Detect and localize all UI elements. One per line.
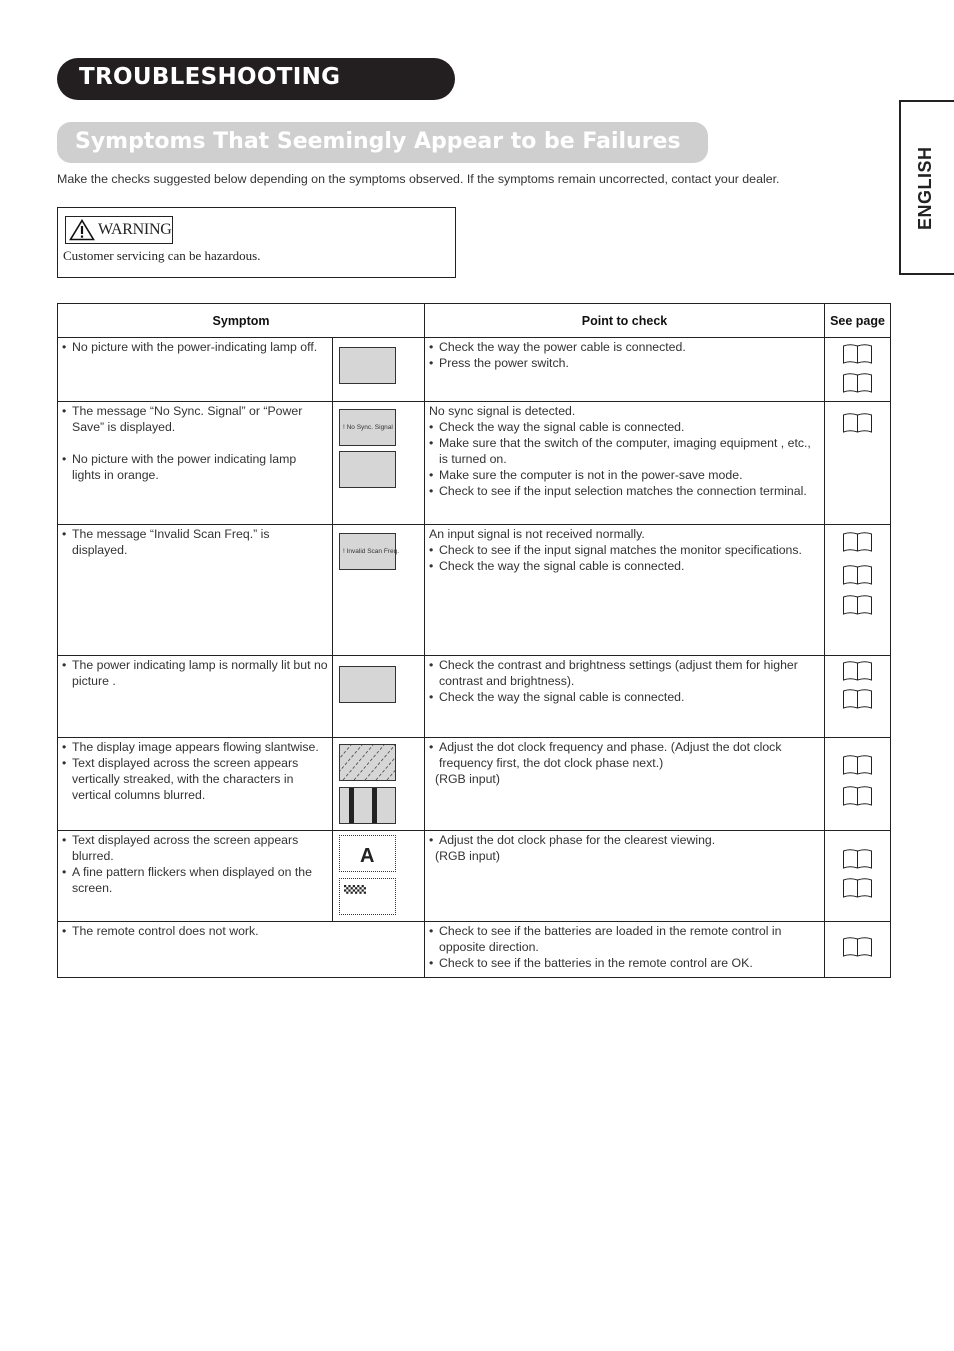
screen-illustration: [339, 878, 396, 915]
symptom-text: [58, 656, 332, 691]
bullet-item: [429, 558, 820, 574]
bullet-dot: •: [429, 833, 434, 847]
screen-illustration: [339, 787, 396, 824]
bullet-dot: •: [429, 658, 434, 672]
page-reference-book-icon[interactable]: [842, 343, 873, 365]
point-text: [425, 525, 824, 576]
point-intro: An input signal is not received normally.: [429, 527, 645, 541]
bullet-dot: •: [429, 468, 434, 482]
warning-text: Customer servicing can be hazardous.: [63, 248, 261, 263]
bullet-dot: •: [62, 527, 67, 541]
bullet-text: Check to see if the batteries in the remote control are OK.: [439, 956, 753, 970]
screen-cell: [333, 656, 425, 738]
symptom-text: [58, 402, 332, 485]
bullet-text: The display image appears flowing slantwise.: [72, 740, 319, 754]
bullet-text: Adjust the dot clock frequency and phase. (Adjust the dot clock frequency first, the dot clock phase next.): [439, 740, 782, 770]
page-reference-book-icon[interactable]: [842, 688, 873, 710]
bullet-item: [62, 755, 328, 803]
bullet-item: [62, 657, 328, 689]
bullet-text: The remote control does not work.: [72, 924, 259, 938]
screen-illustration: [339, 451, 396, 488]
point-text: [425, 922, 824, 973]
language-label: ENGLISH: [915, 146, 935, 230]
point-cell: [425, 525, 825, 656]
page-header: See page: [825, 304, 891, 338]
page-reference-book-icon[interactable]: [842, 594, 873, 616]
bullet-text: Press the power switch.: [439, 356, 569, 370]
bullet-dot: •: [62, 865, 67, 879]
bullet-item: [62, 451, 328, 483]
bullet-item: [429, 483, 820, 499]
symptom-cell: [58, 922, 425, 978]
bullet-dot: •: [62, 452, 67, 466]
bullet-text: A fine pattern flickers when displayed on the screen.: [72, 865, 312, 895]
point-cell: [425, 831, 825, 922]
screen-illustration: [339, 744, 396, 781]
bullet-item: [62, 923, 420, 939]
screen-cell: [333, 338, 425, 402]
symptom-text: [58, 738, 332, 805]
bullet-dot: •: [62, 740, 67, 754]
symptom-text: [58, 338, 332, 357]
point-header: Point to check: [425, 304, 825, 338]
screen-cell: [333, 402, 425, 525]
see-page-cell: [825, 656, 891, 738]
table-row: [58, 402, 891, 525]
bullet-item: [429, 542, 820, 558]
point-text: [425, 738, 824, 789]
screen-cell: [333, 525, 425, 656]
bullet-item: [62, 403, 328, 435]
page-reference-book-icon[interactable]: [842, 877, 873, 899]
bullet-dot: •: [429, 559, 434, 573]
page-reference-book-icon[interactable]: [842, 372, 873, 394]
symptom-cell: [58, 831, 333, 922]
page-reference-book-icon[interactable]: [842, 412, 873, 434]
page-reference-book-icon[interactable]: [842, 564, 873, 586]
page-reference-book-icon[interactable]: [842, 936, 873, 958]
symptom-cell: [58, 738, 333, 831]
bullet-text: Check the way the signal cable is connected.: [439, 559, 685, 573]
table-row: [58, 738, 891, 831]
bullet-item: [429, 435, 820, 467]
screen-illustration: [339, 409, 396, 446]
symptom-cell: [58, 402, 333, 525]
symptom-cell: [58, 525, 333, 656]
symptom-cell: [58, 656, 333, 738]
screen-illustration: [339, 347, 396, 384]
bullet-text: Check to see if the batteries are loaded in the remote control in opposite direction.: [439, 924, 782, 954]
bullet-text: Make sure that the switch of the computer, imaging equipment , etc., is turned on.: [439, 436, 811, 466]
bullet-item: [429, 355, 820, 371]
bullet-dot: •: [429, 956, 434, 970]
symptom-text: [58, 831, 332, 898]
bullet-item: [429, 419, 820, 435]
bullet-text: The power indicating lamp is normally lit but no picture .: [72, 658, 328, 688]
screen-message: ! No Sync. Signal: [343, 424, 393, 431]
bullet-dot: •: [429, 484, 434, 498]
see-page-cell: [825, 338, 891, 402]
bullet-item: [429, 923, 820, 955]
bullet-item: [62, 526, 328, 558]
title-banner: [57, 58, 455, 100]
bullet-dot: •: [429, 690, 434, 704]
bullet-item: [62, 739, 328, 755]
bullet-item: [429, 832, 820, 848]
bullet-text: Check the way the power cable is connected.: [439, 340, 686, 354]
bullet-item: [429, 739, 820, 771]
bullet-item: [62, 864, 328, 896]
bullet-text: Check the way the signal cable is connected.: [439, 690, 685, 704]
bullet-text: Check to see if the input signal matches the monitor specifications.: [439, 543, 802, 557]
see-page-cell: [825, 402, 891, 525]
bullet-item: [429, 657, 820, 689]
input-note: (RGB input): [435, 772, 500, 786]
bullet-item: [429, 689, 820, 705]
bullet-item: [62, 339, 328, 355]
bullet-dot: •: [62, 404, 67, 418]
point-text: [425, 831, 824, 866]
svg-text:A: A: [360, 845, 375, 867]
bullet-dot: •: [62, 924, 67, 938]
see-page-cell: [825, 922, 891, 978]
screen-illustration: [339, 835, 396, 872]
bullet-dot: •: [429, 436, 434, 450]
section-banner: [57, 122, 708, 163]
input-note: (RGB input): [435, 849, 500, 863]
language-tab: [899, 100, 954, 275]
bullet-dot: •: [429, 740, 434, 754]
symptom-header: Symptom: [58, 304, 425, 338]
point-intro: No sync signal is detected.: [429, 404, 576, 418]
page-reference-book-icon[interactable]: [842, 531, 873, 553]
bullet-text: Adjust the dot clock phase for the clearest viewing.: [439, 833, 716, 847]
page-reference-book-icon[interactable]: [842, 660, 873, 682]
table-row: [58, 831, 891, 922]
warning-triangle-icon: [69, 219, 95, 241]
bullet-dot: •: [429, 356, 434, 370]
bullet-text: Text displayed across the screen appears blurred.: [72, 833, 299, 863]
bullet-text: Text displayed across the screen appears vertically streaked, with the characters in vertical columns blurred.: [72, 756, 299, 802]
bullet-text: Check the way the signal cable is connected.: [439, 420, 685, 434]
bullet-dot: •: [429, 543, 434, 557]
bullet-dot: •: [429, 340, 434, 354]
bullet-item: [429, 955, 820, 971]
warning-box: [57, 207, 456, 278]
bullet-text: Check to see if the input selection matches the connection terminal.: [439, 484, 807, 498]
bullet-dot: •: [62, 340, 67, 354]
page-reference-book-icon[interactable]: [842, 785, 873, 807]
see-page-cell: [825, 525, 891, 656]
page-title: TROUBLESHOOTING: [79, 64, 341, 90]
bullet-text: No picture with the power-indicating lamp off.: [72, 340, 318, 354]
troubleshooting-table: [57, 303, 891, 978]
screen-cell: [333, 831, 425, 922]
bullet-dot: •: [429, 924, 434, 938]
bullet-item: [62, 832, 328, 864]
page-reference-book-icon[interactable]: [842, 848, 873, 870]
spacer: [62, 435, 328, 451]
bullet-item: [429, 339, 820, 355]
point-text: [425, 656, 824, 707]
table-row: [58, 656, 891, 738]
symptom-text: [58, 922, 424, 941]
warning-label: WARNING: [98, 221, 172, 238]
point-cell: [425, 738, 825, 831]
point-cell: [425, 402, 825, 525]
screen-message: ! Invalid Scan Freq.: [343, 548, 399, 555]
warning-badge: [65, 216, 173, 244]
bullet-dot: •: [62, 833, 67, 847]
screen-illustration: [339, 533, 399, 570]
screen-illustration: [339, 666, 396, 703]
bullet-dot: •: [62, 658, 67, 672]
point-cell: [425, 338, 825, 402]
see-page-cell: [825, 831, 891, 922]
point-text: [425, 402, 824, 501]
see-page-cell: [825, 738, 891, 831]
symptom-cell: [58, 338, 333, 402]
table-header-row: [58, 304, 891, 338]
point-cell: [425, 922, 825, 978]
screen-cell: [333, 738, 425, 831]
bullet-text: No picture with the power indicating lamp lights in orange.: [72, 452, 297, 482]
bullet-text: The message “Invalid Scan Freq.” is displayed.: [72, 527, 270, 557]
bullet-text: The message “No Sync. Signal” or “Power Save” is displayed.: [72, 404, 303, 434]
point-text: [425, 338, 824, 373]
symptom-text: [58, 525, 332, 560]
table-row: [58, 922, 891, 978]
bullet-dot: •: [429, 420, 434, 434]
page-reference-book-icon[interactable]: [842, 754, 873, 776]
intro-text: Make the checks suggested below depending on the symptoms observed. If the symptoms remain uncorrected, contact your dealer.: [57, 172, 780, 186]
bullet-dot: •: [62, 756, 67, 770]
table-row: [58, 338, 891, 402]
section-title: Symptoms That Seemingly Appear to be Failures: [75, 129, 681, 154]
point-cell: [425, 656, 825, 738]
table-row: [58, 525, 891, 656]
bullet-item: [429, 467, 820, 483]
bullet-text: Make sure the computer is not in the power-save mode.: [439, 468, 743, 482]
bullet-text: Check the contrast and brightness settings (adjust them for higher contrast and brightness).: [439, 658, 798, 688]
